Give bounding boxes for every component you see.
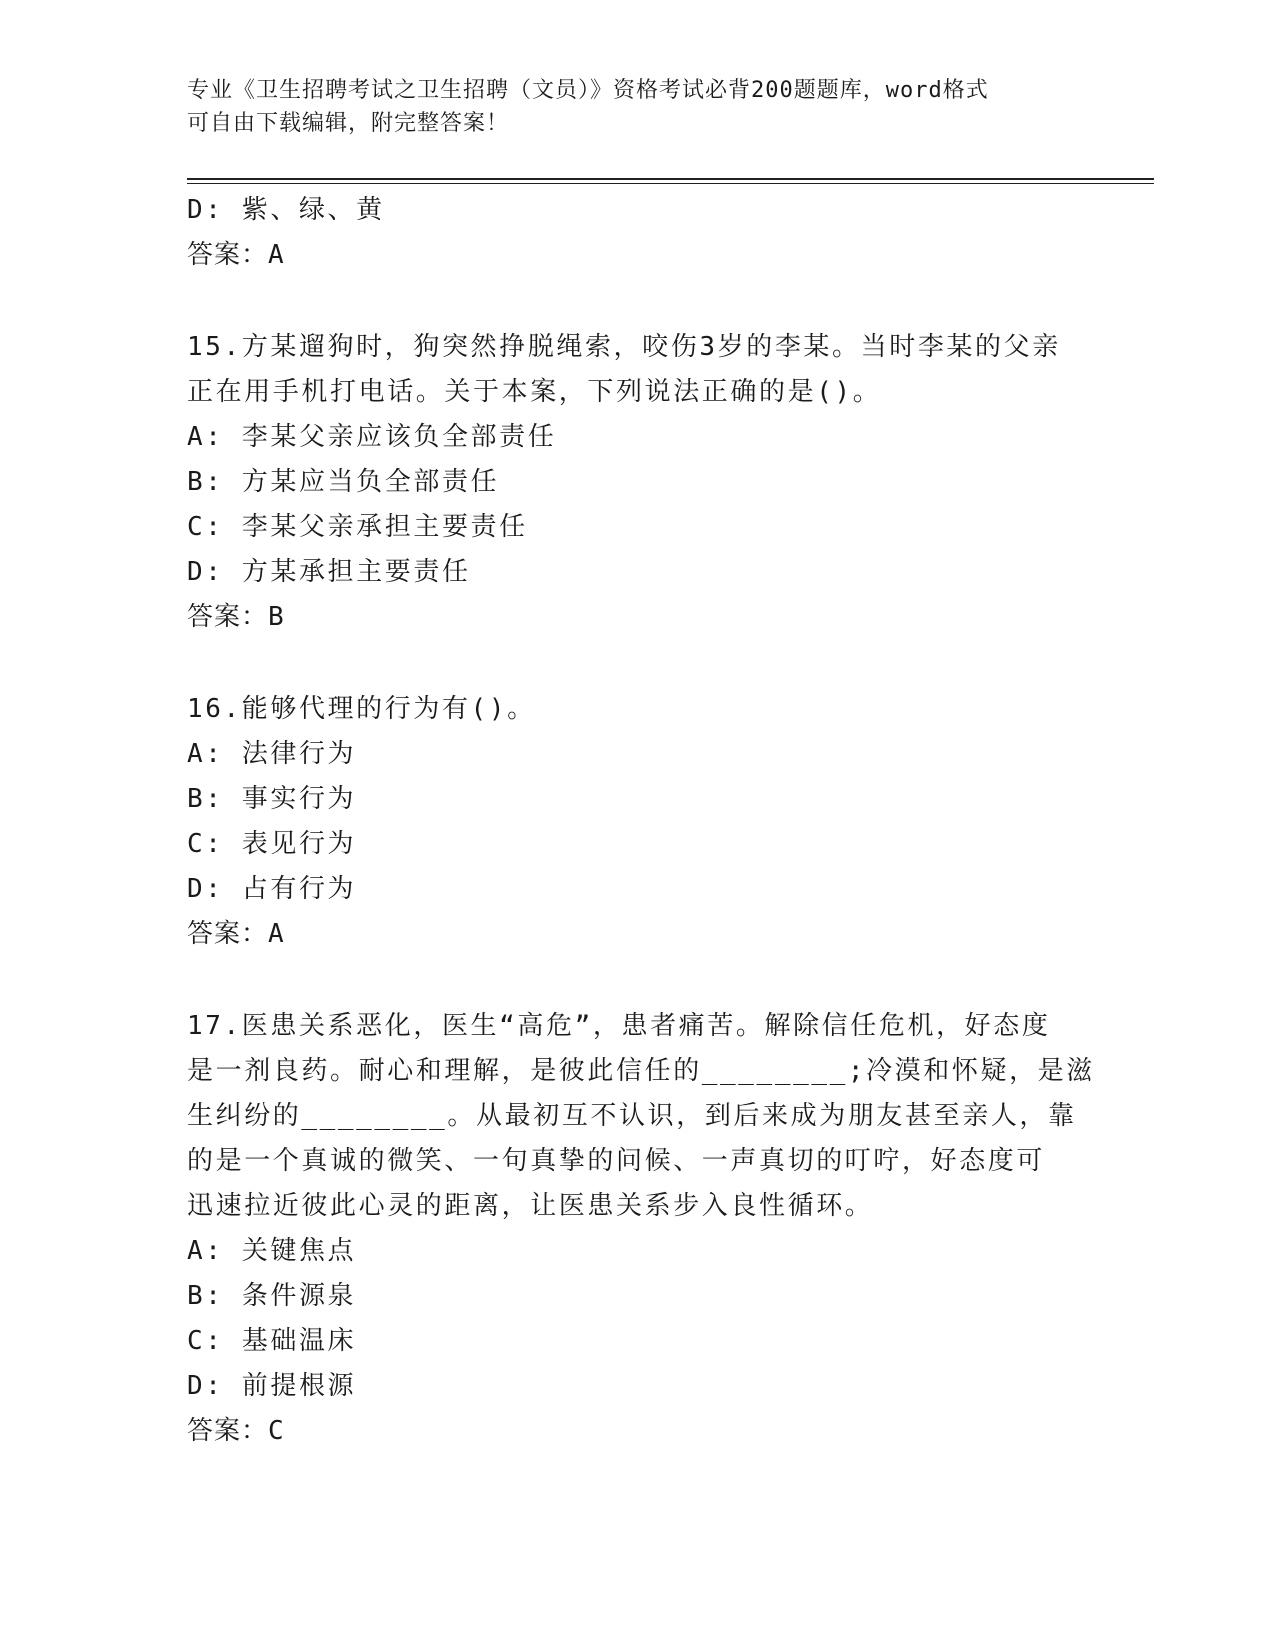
question-16	[187, 687, 1087, 957]
option-c: C: 基础温床	[187, 1326, 357, 1356]
option-b: B: 条件源泉	[187, 1281, 357, 1311]
option-a: A: 李某父亲应该负全部责任	[187, 422, 557, 452]
question-text-line: 17.医患关系恶化，医生“高危”，患者痛苦。解除信任危机，好态度	[187, 1011, 1051, 1041]
question-text-line: 的是一个真诚的微笑、一句真挚的问候、一声真切的叮咛，好态度可	[187, 1146, 1046, 1176]
answer-label: 答案：	[187, 1416, 269, 1446]
option-d: D: 方某承担主要责任	[187, 557, 471, 587]
spacer	[187, 640, 1087, 687]
question-content	[187, 188, 1095, 1454]
answer-line	[187, 912, 1087, 957]
question-text-line: 是一剂良药。耐心和理解，是彼此信任的________;冷漠和怀疑，是滋	[187, 1056, 1095, 1086]
answer-label: 答案：	[187, 602, 269, 632]
option-a: A: 关键焦点	[187, 1236, 357, 1266]
question-15	[187, 325, 1087, 640]
answer-value: B	[268, 602, 285, 632]
prev-question-tail	[187, 188, 1087, 278]
question-text-line: 正在用手机打电话。关于本案，下列说法正确的是()。	[187, 377, 882, 407]
question-text-line: 生纠纷的________。从最初互不认识，到后来成为朋友甚至亲人，靠	[187, 1101, 1077, 1131]
header-divider	[187, 178, 1154, 180]
option-d: D: 紫、绿、黄	[187, 195, 385, 225]
header-title-line-1: 专业《卫生招聘考试之卫生招聘（文员）》资格考试必背200题题库，word格式	[187, 78, 989, 103]
answer-value: C	[268, 1416, 285, 1446]
option-d: D: 前提根源	[187, 1371, 357, 1401]
spacer	[187, 957, 1087, 1004]
option-b: B: 事实行为	[187, 784, 357, 814]
question-text-line: 迅速拉近彼此心灵的距离，让医患关系步入良性循环。	[187, 1191, 874, 1221]
answer-label: 答案：	[187, 919, 269, 949]
answer-line	[187, 1409, 1087, 1454]
header-title-line-2: 可自由下载编辑，附完整答案！	[187, 111, 510, 136]
question-text-line: 16.能够代理的行为有()。	[187, 694, 536, 724]
document-header	[187, 74, 1087, 140]
option-d: D: 占有行为	[187, 874, 357, 904]
question-text-line: 15.方某遛狗时，狗突然挣脱绳索，咬伤3岁的李某。当时李某的父亲	[187, 332, 1061, 362]
answer-line	[187, 595, 1087, 640]
answer-line	[187, 233, 1087, 278]
option-c: C: 李某父亲承担主要责任	[187, 512, 528, 542]
option-a: A: 法律行为	[187, 739, 357, 769]
spacer	[187, 278, 1087, 325]
answer-label: 答案：	[187, 240, 269, 270]
option-c: C: 表见行为	[187, 829, 357, 859]
question-17	[187, 1004, 1095, 1454]
answer-value: A	[268, 919, 285, 949]
option-b: B: 方某应当负全部责任	[187, 467, 500, 497]
answer-value: A	[268, 240, 285, 270]
header-divider-thin	[187, 183, 1154, 184]
